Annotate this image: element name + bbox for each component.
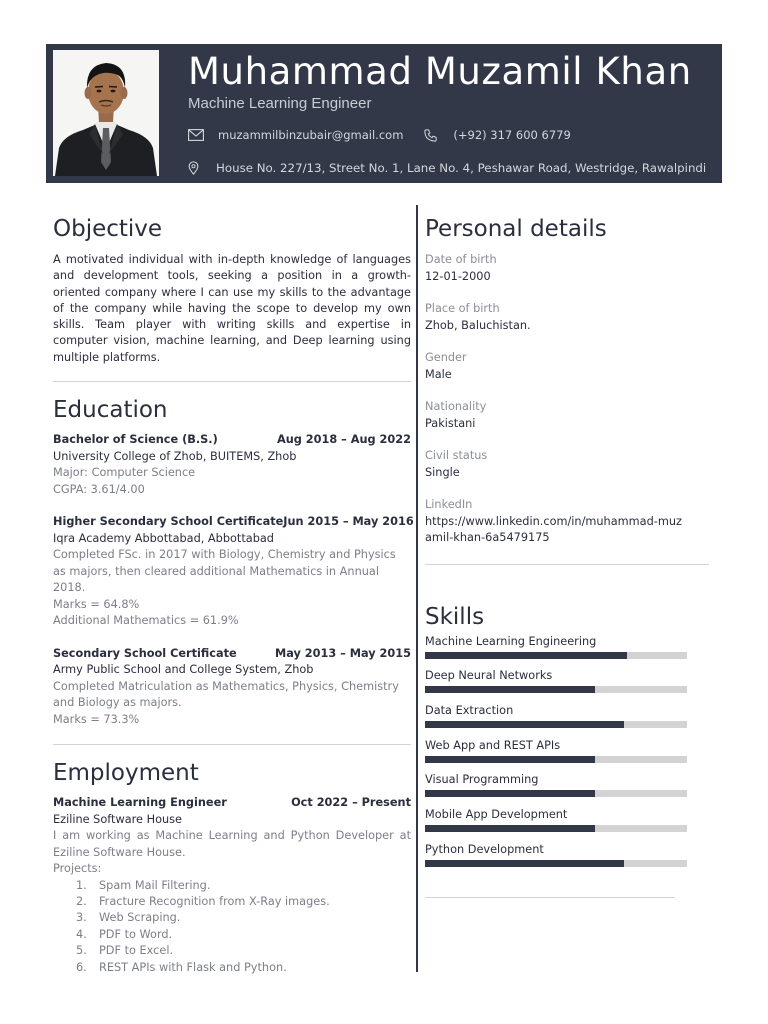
section-divider	[53, 381, 411, 382]
skill-level-fill	[425, 686, 595, 693]
email-link[interactable]: muzammilbinzubair@gmail.com	[218, 128, 404, 142]
skills-heading: Skills	[425, 603, 485, 630]
skills-list	[425, 633, 709, 867]
skill-item	[425, 702, 709, 728]
personal-detail-item	[425, 301, 709, 334]
personal-detail-item	[425, 252, 709, 285]
skill-item	[425, 633, 709, 659]
detail-label: Place of birth	[425, 302, 500, 315]
detail-value: 12-01-2000	[425, 269, 491, 283]
skill-level-bar	[425, 756, 687, 763]
project-item: 1. Spam Mail Filtering.	[76, 878, 211, 892]
employment-heading: Employment	[53, 760, 199, 787]
detail-label: Nationality	[425, 400, 487, 413]
skill-level-bar	[425, 686, 687, 693]
project-item: 3. Web Scraping.	[76, 911, 181, 925]
position: Machine Learning Engineer	[53, 796, 227, 810]
school: Iqra Academy Abbottabad, Abbottabad	[53, 531, 274, 545]
phone-number[interactable]: (+92) 317 600 6779	[453, 128, 571, 142]
linkedin-link[interactable]: https://www.linkedin.com/in/muhammad-muzamil-khan-6a5479175	[425, 514, 682, 544]
company: Eziline Software House	[53, 812, 182, 826]
objective-text: A motivated individual with in-depth knowledge of languages and development tools, seeking a position in a growth-oriented company where I can use my skills to the advantage of the company while having the scope to develop my own skills. Team player with writing skills and expertise in computer vision, machine learning, and Deep learning using multiple platforms.	[53, 253, 411, 364]
projects-list	[53, 878, 411, 976]
phone-icon	[423, 126, 443, 144]
skill-item	[425, 806, 709, 832]
address-row	[188, 159, 706, 177]
education-entry	[53, 432, 411, 498]
education-heading: Education	[53, 397, 168, 424]
detail: Completed FSc. in 2017 with Biology, Chemistry and Physics as majors, then cleared additional Mathematics in Annual 2018.	[53, 548, 396, 595]
dates: Aug 2018 – Aug 2022	[276, 433, 411, 447]
project-item: 4. PDF to Word.	[76, 927, 173, 941]
skill-item	[425, 841, 709, 867]
skill-level-bar	[425, 721, 687, 728]
skill-level-bar	[425, 860, 687, 867]
personal-details-heading: Personal details	[425, 216, 607, 242]
detail: Marks = 64.8%	[53, 597, 140, 611]
skill-item	[425, 667, 709, 693]
education-list	[53, 432, 414, 728]
skill-item	[425, 771, 709, 797]
job-description: I am working as Machine Learning and Python Developer at Eziline Software House.	[53, 829, 411, 859]
detail-label: Civil status	[425, 449, 488, 462]
objective-heading: Objective	[53, 216, 163, 242]
envelope-icon	[188, 126, 208, 144]
skill-name: Python Development	[425, 842, 544, 856]
skill-level-bar	[425, 825, 687, 832]
education-entry	[53, 646, 411, 729]
skill-level-fill	[425, 860, 624, 867]
skill-level-bar	[425, 652, 687, 659]
skill-level-fill	[425, 721, 624, 728]
skill-name: Data Extraction	[425, 703, 514, 717]
detail: Additional Mathematics = 61.9%	[53, 614, 239, 628]
right-column	[425, 210, 709, 898]
degree: Secondary School Certificate	[53, 646, 237, 660]
employment-entry	[53, 795, 411, 976]
skill-level-bar	[425, 790, 687, 797]
skill-name: Mobile App Development	[425, 807, 568, 821]
skill-item	[425, 737, 709, 763]
dates: Jun 2015 – May 2016	[283, 515, 414, 529]
detail-label: LinkedIn	[425, 498, 473, 511]
skill-level-fill	[425, 652, 627, 659]
location-pin-icon	[188, 159, 204, 177]
personal-details-list	[425, 252, 709, 547]
degree: Bachelor of Science (B.S.)	[53, 433, 218, 447]
skill-name: Visual Programming	[425, 773, 539, 787]
detail: CGPA: 3.61/4.00	[53, 482, 145, 496]
detail-value: Pakistani	[425, 416, 476, 430]
candidate-name: Muhammad Muzamil Khan	[188, 50, 692, 93]
skill-name: Web App and REST APIs	[425, 738, 561, 752]
school: Army Public School and College System, Zhob	[53, 663, 314, 677]
education-entry	[53, 514, 414, 630]
dates: May 2013 – May 2015	[274, 646, 411, 660]
school: University College of Zhob, BUITEMS, Zhob	[53, 449, 297, 463]
detail-value: Male	[425, 367, 452, 381]
candidate-title: Machine Learning Engineer	[188, 95, 372, 112]
dates: Oct 2022 – Present	[291, 796, 411, 810]
detail: Major: Computer Science	[53, 466, 196, 480]
profile-photo	[53, 50, 159, 176]
contact-row	[188, 126, 571, 144]
personal-detail-item	[425, 448, 709, 481]
address-text: House No. 227/13, Street No. 1, Lane No. 4, Peshawar Road, Westridge, Rawalpindi	[216, 161, 707, 175]
section-divider	[425, 564, 709, 565]
left-column	[53, 210, 414, 976]
detail-label: Gender	[425, 351, 467, 364]
personal-detail-item	[425, 497, 687, 547]
detail-value: Zhob, Baluchistan.	[425, 318, 531, 332]
detail: Marks = 73.3%	[53, 712, 140, 726]
project-item: 5. PDF to Excel.	[76, 944, 174, 958]
skill-level-fill	[425, 756, 595, 763]
resume-header	[46, 44, 722, 183]
skill-name: Machine Learning Engineering	[425, 634, 597, 648]
section-divider	[425, 897, 675, 898]
personal-detail-item	[425, 399, 709, 432]
degree: Higher Secondary School Certificate	[53, 515, 284, 529]
project-item: 2. Fracture Recognition from X-Ray images.	[76, 894, 330, 908]
section-divider	[53, 744, 411, 745]
skill-level-fill	[425, 790, 595, 797]
detail-value: Single	[425, 465, 460, 479]
skill-level-fill	[425, 825, 595, 832]
column-divider	[416, 205, 418, 972]
detail-label: Date of birth	[425, 253, 497, 266]
detail: Completed Matriculation as Mathematics, Physics, Chemistry and Biology as majors.	[53, 679, 399, 710]
personal-detail-item	[425, 350, 709, 383]
projects-label: Projects:	[53, 862, 102, 876]
skill-name: Deep Neural Networks	[425, 669, 553, 683]
project-item: 6. REST APIs with Flask and Python.	[76, 960, 287, 974]
